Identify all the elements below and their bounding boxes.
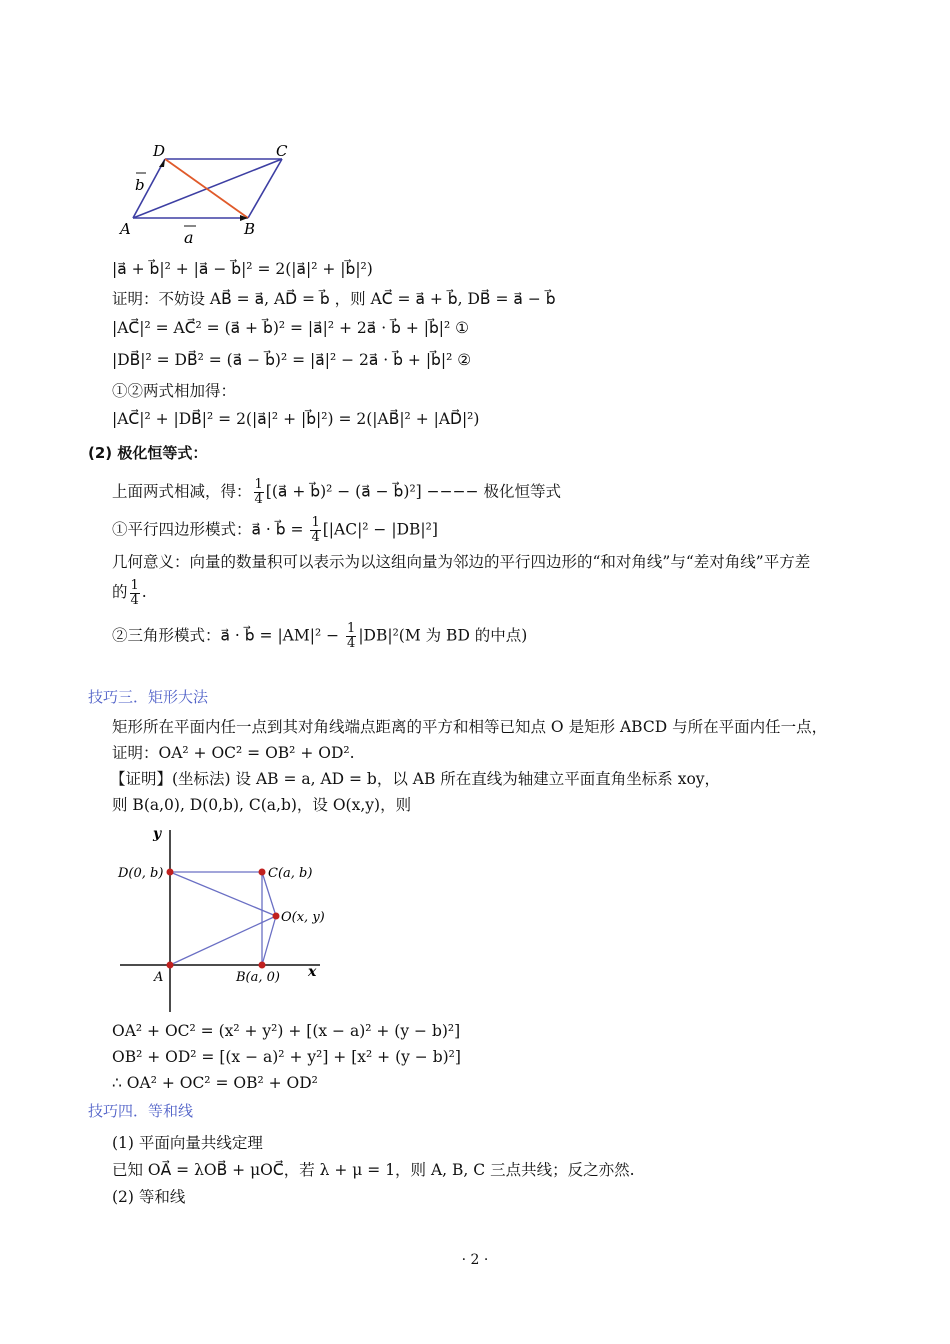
label-D-coord: D(0, b) bbox=[118, 866, 164, 881]
label-B-coord: B(a, 0) bbox=[236, 970, 280, 985]
fraction-num: 1 bbox=[130, 577, 139, 593]
page-number: · 2 · bbox=[461, 1252, 489, 1268]
coord-equation-2: OB² + OD² = [(x − a)² + y²] + [x² + (y − b)²] bbox=[112, 1048, 461, 1066]
x-axis-label: x bbox=[308, 964, 317, 980]
label-b-vector: b bbox=[135, 176, 145, 194]
segment-AO bbox=[170, 916, 276, 965]
section-4-subtitle-2: (2) 等和线 bbox=[112, 1188, 186, 1206]
geometric-meaning bbox=[112, 547, 872, 608]
point-A bbox=[167, 962, 174, 969]
polarization-formula bbox=[112, 478, 561, 507]
triangle-mode-label: ②三角形模式：a⃗ · b⃗ = |AM|² − bbox=[112, 626, 345, 645]
subtract-text: 上面两式相减，得： bbox=[112, 482, 252, 501]
section-3-coordinates: 则 B(a,0), D(0,b), C(a,b)，设 O(x,y)，则 bbox=[112, 796, 412, 814]
rectangle-coordinate-figure bbox=[110, 820, 350, 1020]
parallelogram-mode-expression: [|AC|² − |DB|²] bbox=[322, 520, 438, 539]
fraction-den: 4 bbox=[311, 530, 320, 545]
segment-BO bbox=[262, 916, 276, 965]
fraction-den: 4 bbox=[254, 492, 263, 507]
fraction-num: 1 bbox=[254, 477, 263, 492]
label-D: D bbox=[153, 142, 166, 160]
label-a-vector: a bbox=[184, 228, 194, 247]
fraction-den: 4 bbox=[347, 636, 356, 651]
label-C: C bbox=[276, 142, 288, 160]
point-O bbox=[273, 913, 280, 920]
coord-conclusion: ∴ OA² + OC² = OB² + OD² bbox=[112, 1074, 318, 1092]
proof-setup: 证明：不妨设 AB⃗ = a⃗, AD⃗ = b⃗ ，则 AC⃗ = a⃗ + b⃗, DB⃗ = a⃗ − b⃗ bbox=[112, 290, 556, 308]
label-C-coord: C(a, b) bbox=[268, 866, 313, 881]
triangle-mode-expression: |DB|²(M 为 BD 的中点) bbox=[358, 626, 528, 645]
fraction-quarter bbox=[310, 516, 320, 545]
fraction-num: 1 bbox=[347, 621, 356, 636]
parallelogram-mode-label: ①平行四边形模式：a⃗ · b⃗ = bbox=[112, 520, 309, 539]
side-BC bbox=[248, 159, 282, 218]
section-4-subtitle-1: (1) 平面向量共线定理 bbox=[112, 1134, 263, 1152]
identity-line: |a⃗ + b⃗|² + |a⃗ − b⃗|² = 2(|a⃗|² + |b⃗|²) bbox=[112, 260, 373, 278]
equation-1: |AC⃗|² = AC⃗² = (a⃗ + b⃗)² = |a⃗|² + 2a⃗ · b⃗ + |b⃗|² ① bbox=[112, 319, 470, 337]
fraction-quarter bbox=[130, 579, 140, 608]
section-3-title: 技巧三．矩形大法 bbox=[88, 688, 209, 706]
triangle-mode bbox=[112, 622, 527, 651]
geometric-meaning-tail: 的 bbox=[112, 583, 128, 601]
polarization-expression: [(a⃗ + b⃗)² − (a⃗ − b⃗)²] −−−− 极化恒等式 bbox=[265, 482, 562, 501]
sum-text: ①②两式相加得： bbox=[112, 382, 237, 400]
label-B: B bbox=[244, 220, 256, 238]
point-B bbox=[259, 962, 266, 969]
equation-2: |DB⃗|² = DB⃗² = (a⃗ − b⃗)² = |a⃗|² − 2a⃗ · b⃗ + |b⃗|² ② bbox=[112, 351, 472, 369]
diagonal-DB bbox=[165, 159, 248, 218]
section-3-proof-intro: 【证明】(坐标法) 设 AB = a, AD = b，以 AB 所在直线为轴建立平面直角坐标系 xoy， bbox=[110, 770, 721, 788]
section-3-statement: 矩形所在平面内任一点到其对角线端点距离的平方和相等已知点 O 是矩形 ABCD 与所在平面内任一点， bbox=[112, 718, 828, 736]
parallelogram-figure bbox=[110, 140, 310, 250]
y-axis-label: y bbox=[153, 826, 162, 842]
point-D bbox=[167, 869, 174, 876]
point-C bbox=[259, 869, 266, 876]
section-4-title: 技巧四．等和线 bbox=[88, 1102, 194, 1120]
label-O-coord: O(x, y) bbox=[281, 910, 325, 925]
fraction-num: 1 bbox=[311, 515, 320, 530]
sum-result: |AC⃗|² + |DB⃗|² = 2(|a⃗|² + |b⃗|²) = 2(|AB⃗|² + |AD⃗|²) bbox=[112, 410, 480, 428]
fraction-den: 4 bbox=[130, 592, 139, 608]
segment-DO bbox=[170, 872, 276, 916]
collinear-theorem: 已知 OA⃗ = λOB⃗ + μOC⃗，若 λ + μ = 1，则 A, B, C 三点共线；反之亦然. bbox=[112, 1161, 635, 1179]
label-A-point: A bbox=[154, 970, 164, 985]
polarization-heading: (2) 极化恒等式： bbox=[88, 444, 208, 462]
arrow-head-b bbox=[159, 159, 165, 167]
parallelogram-mode bbox=[112, 516, 438, 545]
geometric-meaning-text: 几何意义：向量的数量积可以表示为以这组向量为邻边的平行四边形的“和对角线”与“差对角线”平方差 bbox=[112, 553, 811, 571]
section-3-claim: 证明：OA² + OC² = OB² + OD². bbox=[112, 744, 355, 762]
label-A: A bbox=[120, 220, 131, 238]
coord-equation-1: OA² + OC² = (x² + y²) + [(x − a)² + (y − b)²] bbox=[112, 1022, 461, 1040]
fraction-quarter bbox=[254, 478, 264, 507]
fraction-quarter bbox=[346, 622, 356, 651]
period: . bbox=[141, 583, 147, 601]
